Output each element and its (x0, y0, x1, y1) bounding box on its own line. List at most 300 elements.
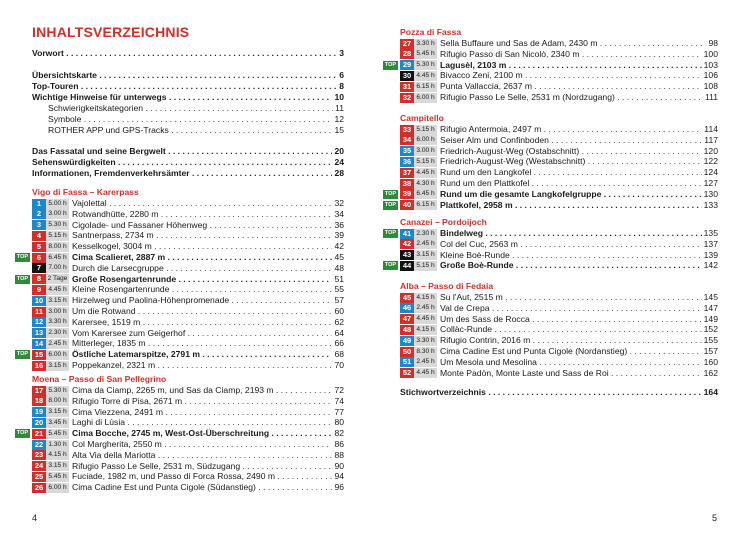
tour-title: Hirzelweg und Paolina-Höhenpromenade . . . (72, 295, 332, 306)
tour-entry[interactable] (32, 241, 344, 252)
tour-number: 20 (32, 418, 46, 428)
tour-title: Su l'Aut, 2515 m . . . (440, 292, 702, 303)
top-badge: TOP (16, 275, 29, 282)
tour-number: 7 (32, 263, 46, 273)
toc-entry-title: Übersichtskarte . . . (32, 70, 337, 81)
tour-number: 27 (400, 39, 414, 49)
tour-title: Große Rosengartenrunde . . . (72, 274, 332, 285)
toc-entry-page: 10 (334, 92, 344, 102)
toc-entry-title: Das Fassatal und seine Bergwelt . . . (32, 146, 332, 157)
tour-duration: 6.00 h (414, 135, 437, 145)
tour-duration: 5.15 h (46, 231, 69, 241)
tour-duration: 6.45 h (46, 253, 69, 263)
tour-title: Fuciade, 1982 m, und Passo di Forca Rossa, 2490 m . . . (72, 471, 332, 482)
tour-entry[interactable] (32, 450, 344, 461)
section-heading: Campitello (400, 113, 444, 123)
tour-title: Bivacco Zeni, 2100 m . . . (440, 70, 702, 81)
tour-number: 11 (32, 307, 46, 317)
tour-title: Um Mesola und Mesolina . . . (440, 357, 702, 368)
tour-title: Rund um den Langkofel . . . (440, 167, 702, 178)
tour-duration: 4.45 h (414, 71, 437, 81)
tour-number: 33 (400, 125, 414, 135)
toc-entry[interactable] (32, 103, 344, 114)
tour-number: 12 (32, 317, 46, 327)
tour-entry[interactable] (384, 260, 718, 271)
tour-number: 49 (400, 336, 414, 346)
tour-number: 21 (32, 429, 46, 439)
tour-page: 90 (334, 460, 344, 471)
tour-number: 1 (32, 199, 46, 209)
tour-title: Rifugio Antermoia, 2497 m . . . (440, 124, 702, 135)
tour-title: Bindelweg . . . (440, 228, 702, 239)
tour-number: 36 (400, 157, 414, 167)
tour-page: 103 (703, 59, 718, 70)
tour-duration: 3.30 h (414, 336, 437, 346)
tour-title: Collàc-Runde . . . (440, 324, 702, 335)
section-heading: Moena – Passo di San Pellegrino (32, 374, 167, 384)
tour-title: Vom Karersee zum Geigerhof . . . (72, 328, 332, 339)
toc-entry-title: Stichwortverzeichnis . . . (400, 387, 702, 398)
tour-entry[interactable] (32, 317, 344, 328)
tour-page: 62 (334, 316, 344, 327)
tour-title: Rund um die gesamte Langkofelgruppe . . . (440, 189, 702, 200)
tour-entry[interactable] (400, 167, 718, 178)
tour-page: 98 (708, 38, 718, 48)
tour-duration: 3.30 h (46, 317, 69, 327)
tour-title: Laghi di Lùsia . . . (72, 417, 332, 428)
tour-page: 51 (334, 273, 344, 284)
tour-page: 127 (703, 178, 718, 188)
toc-entry-title: Wichtige Hinweise für unterwegs . . . (32, 92, 332, 103)
toc-entry-title: Sehenswürdigkeiten . . . (32, 157, 332, 168)
tour-page: 100 (703, 48, 718, 59)
tour-entry[interactable] (32, 439, 344, 450)
tour-number: 16 (32, 361, 46, 371)
tour-page: 142 (703, 260, 718, 271)
top-badge: TOP (16, 254, 29, 260)
tour-page: 149 (703, 313, 718, 324)
tour-duration: 5.15 h (414, 157, 437, 167)
tour-entry[interactable] (32, 407, 344, 418)
tour-entry[interactable] (32, 198, 344, 209)
tour-title: Rifugio Passo Le Selle, 2531 m, Südzugang . . . (72, 461, 332, 472)
tour-entry[interactable] (16, 428, 344, 439)
tour-duration: 3.15 h (46, 461, 69, 471)
tour-title: Rifugio Passo Le Selle, 2531 m (Nordzugang) . . . (440, 92, 703, 103)
tour-duration: 3.00 h (414, 146, 437, 156)
tour-page: 72 (334, 385, 344, 395)
tour-number: 45 (400, 293, 414, 303)
tour-duration: 5.30 h (46, 220, 69, 230)
tour-number: 50 (400, 347, 414, 357)
tour-entry[interactable] (384, 188, 718, 200)
tour-entry[interactable] (400, 357, 718, 368)
tour-title: Um des Sass de Rocca . . . (440, 314, 702, 325)
tour-title: Rotwandhütte, 2280 m . . . (72, 209, 332, 220)
page-number-left: 4 (32, 513, 38, 523)
tour-entry[interactable] (32, 396, 344, 407)
toc-entry-page: 3 (339, 48, 344, 58)
tour-number: 51 (400, 357, 414, 367)
tour-entry[interactable] (400, 156, 718, 167)
toc-entry[interactable] (32, 157, 344, 168)
tour-duration: 2.30 h (414, 229, 437, 239)
tour-page: 32 (334, 198, 344, 208)
tour-duration: 2.45 h (414, 303, 437, 313)
tour-page: 147 (703, 302, 718, 313)
tour-duration: 1.30 h (46, 440, 69, 450)
tour-entry[interactable] (32, 209, 344, 220)
tour-entry[interactable] (384, 228, 718, 239)
tour-page: 68 (334, 349, 344, 360)
tour-entry[interactable] (400, 239, 718, 250)
tour-number: 41 (400, 229, 414, 239)
tour-entry[interactable] (32, 230, 344, 241)
tour-entry[interactable] (400, 346, 718, 357)
section-heading: Alba – Passo di Fedaia (400, 281, 494, 291)
tour-number: 31 (400, 82, 414, 92)
tour-entry[interactable] (400, 81, 718, 92)
tour-number: 47 (400, 314, 414, 324)
tour-number: 9 (32, 285, 46, 295)
tour-page: 80 (334, 417, 344, 428)
tour-page: 45 (334, 252, 344, 262)
tour-duration: 5.15 h (414, 125, 437, 135)
tour-entry[interactable] (400, 335, 718, 346)
tour-title: Cima Cadine Est und Punta Cigole (Nordanstieg) . . . (440, 346, 702, 357)
tour-number: 17 (32, 386, 46, 396)
tour-number: 8 (32, 274, 46, 284)
tour-duration: 4.15 h (414, 293, 437, 303)
tour-duration: 4.45 h (46, 285, 69, 295)
tour-number: 40 (400, 200, 414, 210)
tour-page: 106 (703, 70, 718, 81)
tour-title: Col del Cuc, 2563 m . . . (440, 239, 702, 250)
tour-number: 23 (32, 450, 46, 460)
tour-duration: 4.15 h (414, 325, 437, 335)
tour-number: 5 (32, 242, 46, 252)
tour-page: 77 (334, 406, 344, 417)
tour-page: 108 (703, 81, 718, 92)
tour-page: 155 (703, 335, 718, 346)
tour-title: Mitterleger, 1835 m . . . (72, 338, 332, 349)
tour-title: Seiser Alm und Confinboden . . . (440, 135, 702, 146)
tour-duration: 5.00 h (46, 199, 69, 209)
toc-entry[interactable] (32, 125, 344, 136)
tour-duration: 5.15 h (414, 261, 437, 271)
tour-title: Um die Rotwand . . . (72, 306, 332, 317)
tour-page: 120 (703, 145, 718, 156)
tour-number: 3 (32, 220, 46, 230)
tour-title: Rifugio Passo di San Nicolò, 2340 m . . . (440, 49, 702, 60)
tour-entry[interactable] (32, 338, 344, 349)
tour-number: 19 (32, 407, 46, 417)
tour-duration: 8.30 h (414, 347, 437, 357)
tour-title: Rund um den Plattkofel . . . (440, 178, 702, 189)
toc-entry-title: Schwierigkeitskategorien . . . (32, 103, 333, 114)
tour-entry[interactable] (384, 199, 718, 211)
tour-duration: 3.00 h (46, 307, 69, 317)
tour-title: Punta Vallaccia, 2637 m . . . (440, 81, 702, 92)
tour-duration: 4.45 h (414, 314, 437, 324)
tour-page: 66 (334, 338, 344, 349)
tour-entry[interactable] (400, 314, 718, 325)
toc-entry-title: Vorwort . . . (32, 48, 337, 59)
toc-entry-index[interactable] (400, 387, 718, 398)
tour-title: Sella Buffaure und Sas de Adam, 2430 m . . . (440, 38, 706, 49)
tour-entry[interactable] (32, 328, 344, 339)
toc-entry[interactable] (32, 70, 344, 81)
page-number-right: 5 (712, 513, 718, 523)
section-heading: Pozza di Fassa (400, 27, 462, 37)
toc-entry-title: Top-Touren . . . (32, 81, 337, 92)
tour-number: 2 (32, 209, 46, 219)
tour-page: 162 (703, 367, 718, 378)
tour-duration: 3.15 h (46, 296, 69, 306)
tour-page: 117 (704, 134, 718, 145)
tour-title: Rifugio Torre di Pisa, 2671 m . . . (72, 396, 332, 407)
tour-entry[interactable] (32, 461, 344, 472)
tour-page: 133 (703, 199, 718, 210)
tour-entry[interactable] (32, 220, 344, 231)
tour-duration: 2.45 h (414, 357, 437, 367)
toc-entry-page: 15 (334, 125, 344, 135)
tour-title: Val de Crepa . . . (440, 303, 702, 314)
tour-title: Cima Cadine Est und Punta Cigole (Südanstieg) . . . (72, 482, 332, 493)
tour-entry[interactable] (16, 349, 344, 360)
tour-duration: 2.45 h (46, 339, 69, 349)
top-badge: TOP (16, 351, 29, 358)
tour-title: Santnerpass, 2734 m . . . (72, 230, 332, 241)
tour-number: 48 (400, 325, 414, 335)
tour-title: Cima Bocche, 2745 m, West-Ost-Überschreitung . . . (72, 428, 332, 439)
page-title: INHALTSVERZEICHNIS (32, 24, 190, 40)
tour-page: 88 (334, 449, 344, 460)
tour-number: 6 (32, 253, 46, 263)
tour-number: 32 (400, 93, 414, 103)
top-badge: TOP (384, 61, 397, 68)
tour-entry[interactable] (400, 292, 718, 303)
tour-title: Östliche Latemarspitze, 2791 m . . . (72, 349, 332, 360)
tour-title: Alta Via della Mariotta . . . (72, 450, 332, 461)
tour-entry[interactable] (32, 263, 344, 274)
tour-number: 43 (400, 250, 414, 260)
tour-number: 30 (400, 71, 414, 81)
tour-entry[interactable] (400, 250, 718, 261)
tour-duration: 6.00 h (46, 483, 69, 493)
toc-entry[interactable] (32, 146, 344, 157)
tour-page: 36 (334, 219, 344, 230)
tour-title: Kleine Boè-Runde . . . (440, 250, 702, 261)
tour-page: 124 (703, 167, 718, 178)
toc-entry-page: 164 (703, 387, 718, 397)
tour-duration: 5.30 h (414, 60, 437, 70)
tour-duration: 8.00 h (46, 396, 69, 406)
tour-number: 38 (400, 179, 414, 189)
tour-page: 60 (334, 306, 344, 316)
tour-title: Rifugio Contrin, 2016 m . . . (440, 335, 702, 346)
tour-duration: 6.15 h (414, 82, 437, 92)
tour-title: Kesselkogel, 3004 m . . . (72, 241, 332, 252)
tour-number: 13 (32, 328, 46, 338)
tour-page: 114 (704, 124, 718, 134)
tour-entry[interactable] (400, 178, 718, 189)
tour-entry[interactable] (400, 38, 718, 49)
tour-page: 160 (703, 356, 718, 367)
tour-title: Cigolade- und Fassaner Höhenweg . . . (72, 220, 332, 231)
section-heading: Vigo di Fassa – Karerpass (32, 187, 139, 197)
tour-entry[interactable] (32, 284, 344, 295)
tour-title: Cima Viezzena, 2491 m . . . (72, 407, 332, 418)
tour-page: 135 (703, 228, 718, 238)
tour-number: 46 (400, 303, 414, 313)
tour-title: Lagusèl, 2103 m . . . (440, 60, 702, 71)
tour-page: 70 (334, 360, 344, 370)
tour-number: 14 (32, 339, 46, 349)
tour-entry[interactable] (32, 471, 344, 482)
tour-duration: 5.30 h (46, 386, 69, 396)
tour-duration: 2.45 h (414, 239, 437, 249)
tour-page: 48 (334, 262, 344, 273)
tour-entry[interactable] (400, 135, 718, 146)
tour-number: 28 (400, 49, 414, 59)
tour-duration: 7.00 h (46, 263, 69, 273)
toc-entry[interactable] (32, 114, 344, 125)
tour-entry[interactable] (32, 385, 344, 396)
tour-duration: 3.15 h (46, 407, 69, 417)
tour-number: 22 (32, 440, 46, 450)
tour-duration: 4.45 h (414, 168, 437, 178)
tour-page: 94 (334, 471, 344, 482)
tour-page: 152 (703, 324, 718, 335)
tour-title: Karersee, 1519 m . . . (72, 317, 332, 328)
tour-title: Cima Scalieret, 2887 m . . . (72, 252, 332, 263)
toc-entry-page: 24 (334, 157, 344, 167)
tour-number: 42 (400, 239, 414, 249)
tour-title: Cima da Ciamp, 2265 m, und Sas da Ciamp, 2193 m . . . (72, 385, 332, 396)
tour-page: 82 (334, 428, 344, 439)
tour-number: 10 (32, 296, 46, 306)
tour-entry[interactable] (32, 306, 344, 317)
tour-title: Vajolettal . . . (72, 198, 332, 209)
tour-number: 52 (400, 368, 414, 378)
tour-duration: 6.00 h (46, 350, 69, 360)
tour-entry[interactable] (400, 146, 718, 157)
tour-duration: 3.15 h (46, 361, 69, 371)
tour-page: 34 (334, 208, 344, 219)
toc-entry[interactable] (32, 81, 344, 92)
tour-number: 29 (400, 60, 414, 70)
toc-entry-page: 6 (339, 70, 344, 80)
tour-page: 42 (334, 241, 344, 252)
tour-page: 74 (334, 395, 344, 406)
tour-page: 39 (334, 230, 344, 241)
tour-title: Poppekanzel, 2321 m . . . (72, 360, 332, 371)
tour-entry[interactable] (400, 324, 718, 335)
tour-entry[interactable] (400, 92, 718, 103)
tour-title: Friedrich-August-Weg (Westabschnitt) . . . (440, 156, 702, 167)
tour-duration: 4.15 h (46, 450, 69, 460)
tour-entry[interactable] (400, 70, 718, 81)
toc-entry-title: Symbole . . . (32, 114, 332, 125)
tour-duration: 5.45 h (46, 472, 69, 482)
tour-number: 44 (400, 261, 414, 271)
tour-entry[interactable] (32, 482, 344, 493)
tour-page: 57 (334, 295, 344, 306)
top-badge: TOP (384, 201, 397, 208)
tour-page: 157 (703, 346, 718, 356)
tour-entry[interactable] (400, 368, 718, 379)
tour-entry[interactable] (32, 295, 344, 306)
tour-page: 55 (334, 284, 344, 295)
tour-duration: 3.00 h (46, 209, 69, 219)
tour-title: Große Boè-Runde . . . (440, 260, 702, 271)
tour-title: Durch die Larsecgruppe . . . (72, 263, 332, 274)
tour-entry[interactable] (400, 124, 718, 135)
toc-entry[interactable] (32, 48, 344, 59)
tour-page: 130 (703, 188, 718, 199)
tour-entry[interactable] (32, 360, 344, 371)
tour-entry[interactable] (16, 273, 344, 285)
tour-page: 111 (704, 92, 718, 102)
tour-page: 137 (703, 238, 718, 249)
tour-number: 24 (32, 461, 46, 471)
tour-entry[interactable] (400, 49, 718, 60)
toc-entry-page: 11 (335, 103, 344, 113)
tour-page: 145 (703, 292, 718, 302)
tour-duration: 2 Tage (47, 275, 68, 283)
tour-duration: 5.45 h (414, 49, 437, 59)
tour-title: Plattkofel, 2958 m . . . (440, 200, 702, 211)
toc-entry-page: 28 (334, 168, 344, 178)
tour-number: 25 (32, 472, 46, 482)
toc-entry-page: 8 (339, 81, 344, 91)
tour-duration: 5.45 h (46, 429, 69, 439)
tour-duration: 3.45 h (46, 418, 69, 428)
tour-duration: 4.45 h (414, 368, 437, 378)
tour-entry[interactable] (32, 417, 344, 428)
toc-entry[interactable] (32, 92, 344, 103)
tour-duration: 8.00 h (46, 242, 69, 252)
tour-number: 4 (32, 231, 46, 241)
top-badge: TOP (384, 262, 397, 269)
tour-duration: 6.15 h (414, 200, 437, 210)
top-badge: TOP (384, 230, 397, 236)
tour-number: 18 (32, 396, 46, 406)
tour-number: 35 (400, 146, 414, 156)
tour-page: 64 (334, 327, 344, 338)
top-badge: TOP (16, 430, 29, 437)
tour-duration: 6.00 h (414, 93, 437, 103)
tour-duration: 4.30 h (414, 179, 437, 189)
toc-entry-title: Informationen, Fremdenverkehrsämter . . . (32, 168, 332, 179)
tour-page: 96 (334, 482, 344, 493)
tour-entry[interactable] (400, 303, 718, 314)
tour-entry[interactable] (384, 59, 718, 71)
tour-title: Kleine Rosengartenrunde . . . (72, 284, 332, 295)
tour-duration: 6.45 h (414, 189, 437, 199)
tour-title: Friedrich-August-Weg (Ostabschnitt) . . . (440, 146, 702, 157)
tour-number: 39 (400, 189, 414, 199)
tour-number: 37 (400, 168, 414, 178)
section-heading: Canazei – Pordoijoch (400, 217, 487, 227)
tour-page: 139 (703, 249, 718, 260)
tour-entry[interactable] (16, 252, 344, 263)
toc-entry-page: 20 (334, 146, 344, 156)
toc-entry-title: ROTHER APP und GPS-Tracks . . . (32, 125, 332, 136)
toc-entry[interactable] (32, 168, 344, 179)
tour-duration: 2.30 h (46, 328, 69, 338)
